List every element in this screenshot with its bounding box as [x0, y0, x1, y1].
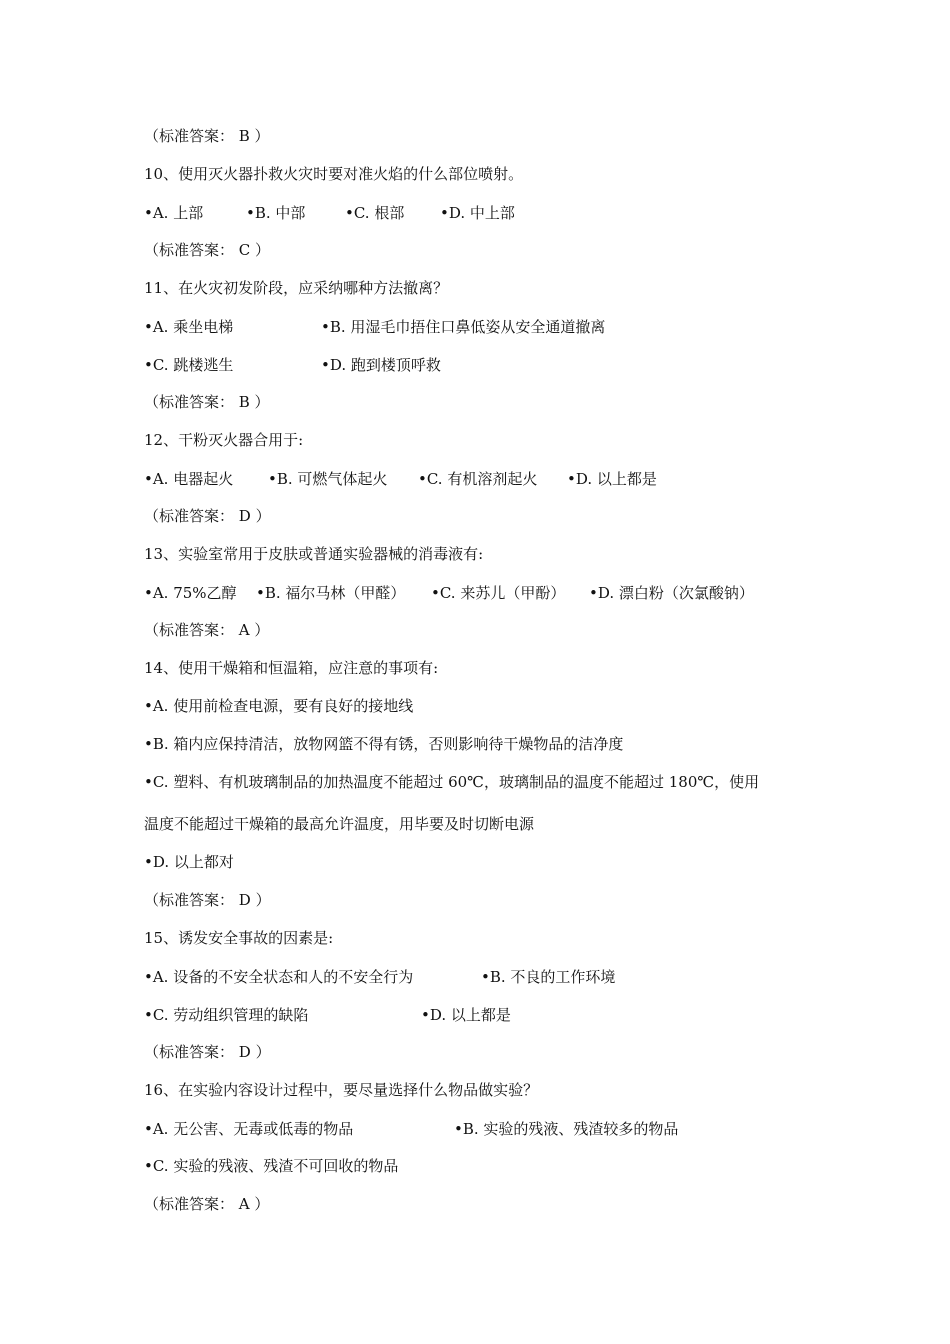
q14-option-a: •A. 使用前检查电源，要有良好的接地线	[144, 697, 414, 715]
answer-q10: （标准答案： C ）	[144, 241, 271, 259]
q13-option-c: •C. 来苏儿（甲酚）	[431, 584, 566, 602]
q14-option-c-continued: 温度不能超过干燥箱的最高允许温度，用毕要及时切断电源	[144, 815, 535, 833]
q15-option-a: •A. 设备的不安全状态和人的不安全行为	[144, 968, 414, 986]
q10-option-a: •A. 上部	[144, 204, 204, 222]
q12-option-c: •C. 有机溶剂起火	[418, 470, 538, 488]
q10-option-b: •B. 中部	[246, 204, 306, 222]
q14-option-c: •C. 塑料、有机玻璃制品的加热温度不能超过 60℃，玻璃制品的温度不能超过 180℃，使用	[144, 773, 760, 791]
q14-option-b: •B. 箱内应保持清洁，放物网篮不得有锈，否则影响待干燥物品的洁净度	[144, 735, 624, 753]
q11-option-a: •A. 乘坐电梯	[144, 318, 234, 336]
question-13: 13、实验室常用于皮肤或普通实验器械的消毒液有:	[144, 545, 484, 563]
q13-option-d: •D. 漂白粉（次氯酸钠）	[589, 584, 754, 602]
q16-option-c: •C. 实验的残液、残渣不可回收的物品	[144, 1157, 399, 1175]
answer-q9: （标准答案： B ）	[144, 127, 270, 145]
q10-option-d: •D. 中上部	[440, 204, 515, 222]
question-10: 10、使用灭火器扑救火灾时要对准火焰的什么部位喷射。	[144, 165, 524, 183]
q16-option-a: •A. 无公害、无毒或低毒的物品	[144, 1120, 354, 1138]
answer-q12: （标准答案： D ）	[144, 507, 271, 525]
q14-option-d: •D. 以上都对	[144, 853, 234, 871]
answer-q16: （标准答案： A ）	[144, 1195, 270, 1213]
q13-option-b: •B. 福尔马林（甲醛）	[256, 584, 406, 602]
q12-option-d: •D. 以上都是	[567, 470, 657, 488]
question-15: 15、诱发安全事故的因素是:	[144, 929, 334, 947]
question-12: 12、干粉灭火器合用于:	[144, 431, 304, 449]
q15-option-c: •C. 劳动组织管理的缺陷	[144, 1006, 309, 1024]
q11-option-c: •C. 跳楼逃生	[144, 356, 234, 374]
q15-option-d: •D. 以上都是	[421, 1006, 511, 1024]
q16-option-b: •B. 实验的残液、残渣较多的物品	[454, 1120, 679, 1138]
answer-q15: （标准答案： D ）	[144, 1043, 271, 1061]
q13-option-a: •A. 75%乙醇	[144, 584, 237, 602]
q15-option-b: •B. 不良的工作环境	[481, 968, 616, 986]
answer-q11: （标准答案： B ）	[144, 393, 270, 411]
question-14: 14、使用干燥箱和恒温箱，应注意的事项有:	[144, 659, 439, 677]
q11-option-d: •D. 跑到楼顶呼救	[321, 356, 441, 374]
q12-option-b: •B. 可燃气体起火	[268, 470, 388, 488]
q11-option-b: •B. 用湿毛巾捂住口鼻低姿从安全通道撤离	[321, 318, 606, 336]
answer-q13: （标准答案： A ）	[144, 621, 270, 639]
answer-q14: （标准答案： D ）	[144, 891, 271, 909]
question-16: 16、在实验内容设计过程中，要尽量选择什么物品做实验？	[144, 1081, 539, 1099]
q12-option-a: •A. 电器起火	[144, 470, 234, 488]
question-11: 11、在火灾初发阶段，应采纳哪种方法撤离？	[144, 279, 449, 297]
q10-option-c: •C. 根部	[345, 204, 405, 222]
